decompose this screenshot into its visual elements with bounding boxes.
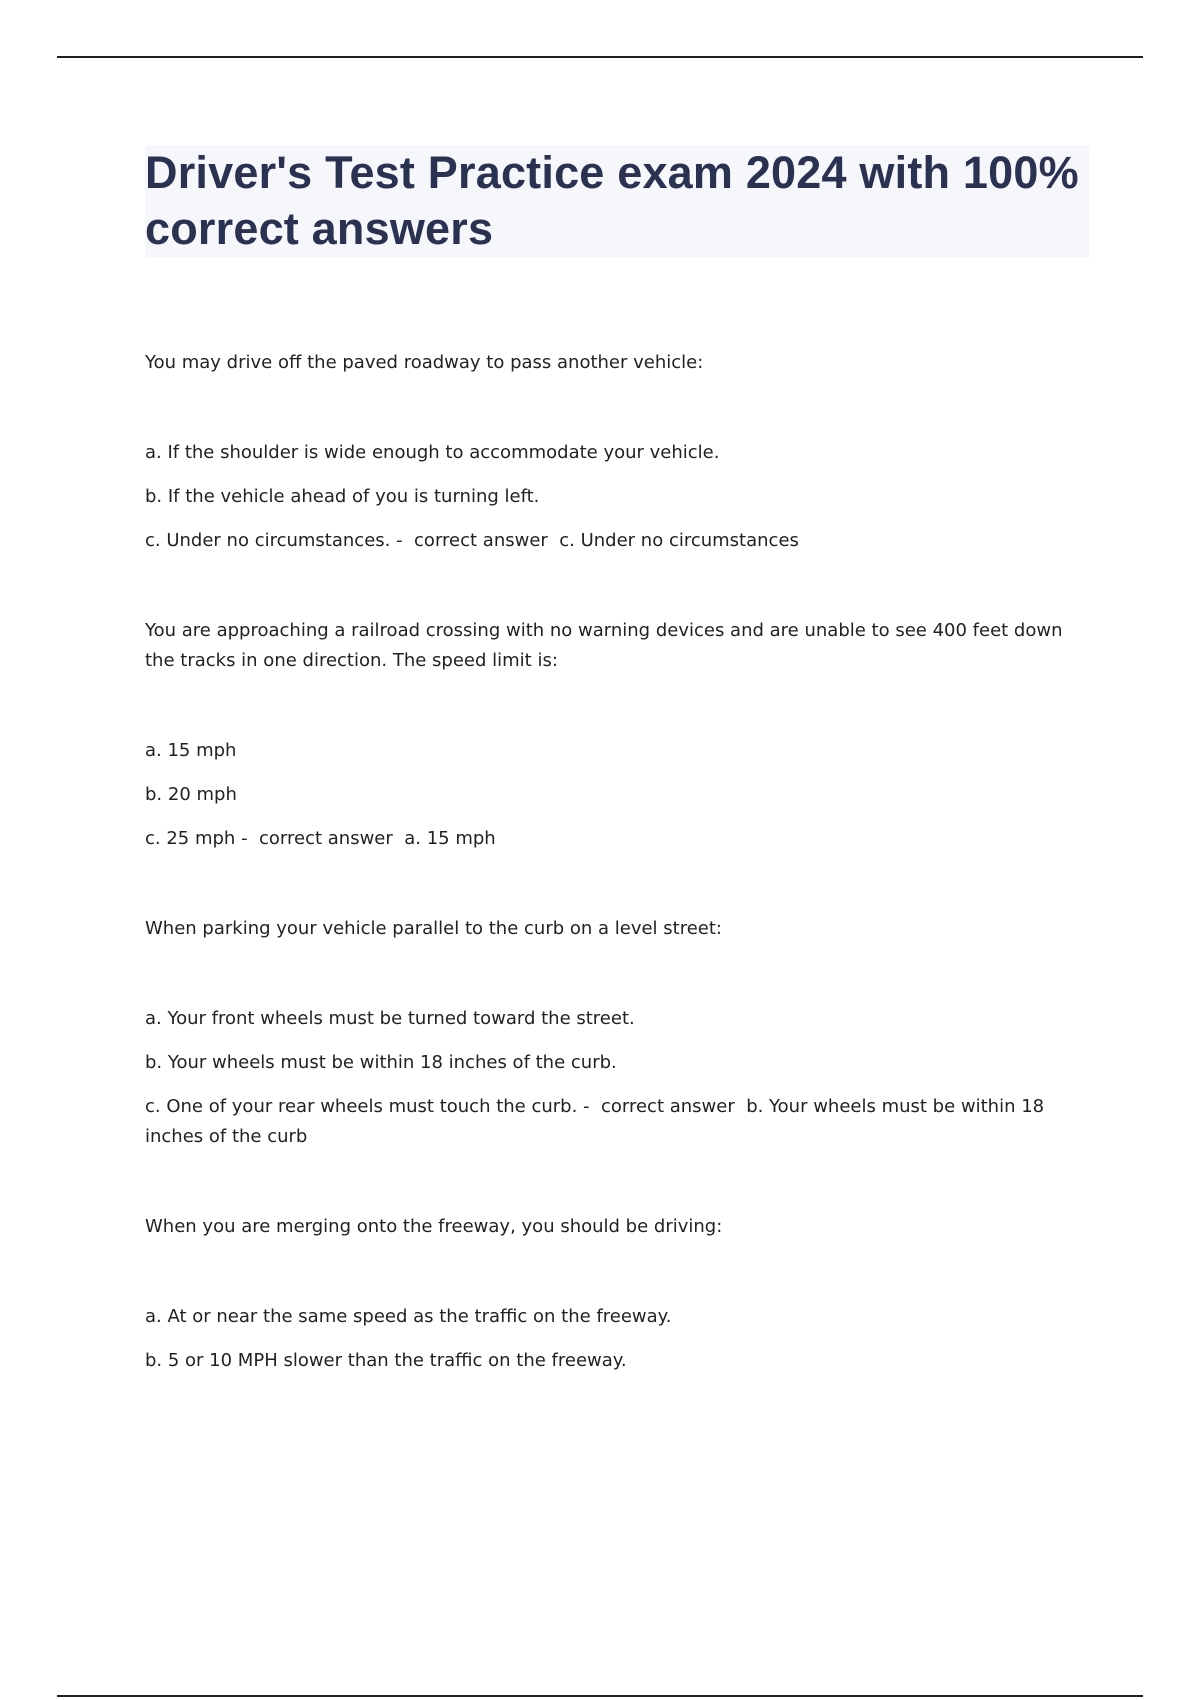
correct-answer-marker: - correct answer	[235, 828, 405, 849]
question-block	[145, 616, 1085, 854]
correct-answer-text: a. 15 mph	[404, 828, 496, 849]
question-block	[145, 1212, 1085, 1376]
question-block	[145, 348, 1085, 556]
question-block	[145, 914, 1085, 1152]
correct-answer-marker: - correct answer	[577, 1096, 747, 1117]
answer-option-with-correct-answer	[145, 526, 1085, 556]
question-prompt: You may drive off the paved roadway to pass another vehicle:	[145, 352, 704, 373]
answer-option-with-correct-answer	[145, 1092, 1085, 1152]
answer-option-text: c. 25 mph	[145, 828, 236, 849]
answer-option: b. Your wheels must be within 18 inches of the curb.	[145, 1052, 617, 1073]
answer-option: a. 15 mph	[145, 740, 237, 761]
answer-option-with-correct-answer	[145, 824, 1085, 854]
answer-option: b. If the vehicle ahead of you is turning left.	[145, 486, 540, 507]
answer-option-text: c. One of your rear wheels must touch the curb.	[145, 1096, 578, 1117]
question-prompt: You are approaching a railroad crossing with no warning devices and are unable to see 400 feet down the tracks in one direction. The speed limit is:	[145, 620, 1063, 671]
document-title: Driver's Test Practice exam 2024 with 100% correct answers	[145, 147, 1079, 254]
answer-option: a. At or near the same speed as the traffic on the freeway.	[145, 1306, 672, 1327]
document-body	[145, 348, 1085, 1390]
correct-answer-text: b. Your wheels must be within 18 inches of the curb	[145, 1096, 1045, 1147]
answer-option: a. Your front wheels must be turned toward the street.	[145, 1008, 635, 1029]
bottom-rule	[57, 1695, 1143, 1697]
top-rule	[57, 56, 1143, 58]
answer-option: b. 5 or 10 MPH slower than the traffic on the freeway.	[145, 1350, 627, 1371]
answer-option: a. If the shoulder is wide enough to accommodate your vehicle.	[145, 442, 720, 463]
question-prompt: When you are merging onto the freeway, you should be driving:	[145, 1216, 723, 1237]
correct-answer-marker: - correct answer	[390, 530, 560, 551]
answer-option-text: c. Under no circumstances.	[145, 530, 391, 551]
answer-option: b. 20 mph	[145, 784, 237, 805]
correct-answer-text: c. Under no circumstances	[559, 530, 799, 551]
question-prompt: When parking your vehicle parallel to the curb on a level street:	[145, 918, 722, 939]
title-banner	[145, 145, 1089, 257]
